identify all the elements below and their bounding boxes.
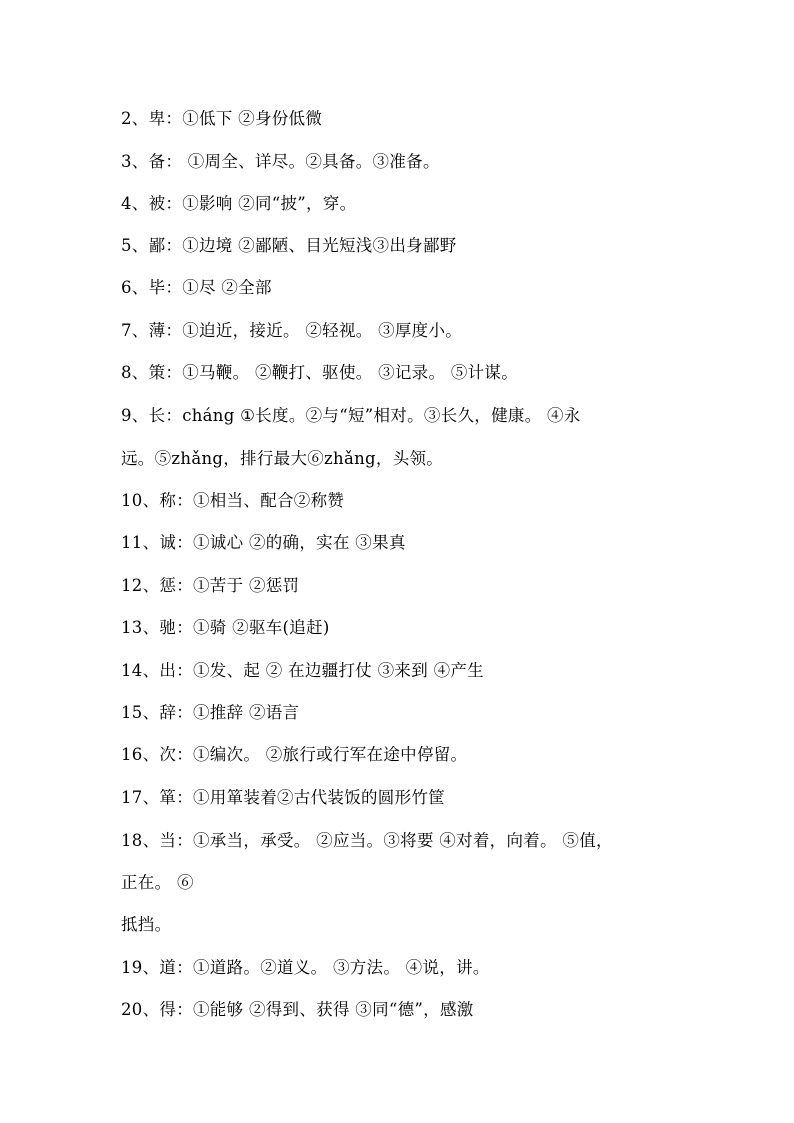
entry-dan-basket: 17、箪：①用箪装着②古代装饭的圆形竹筐 xyxy=(121,788,445,807)
entry-dang-bear-continued: 正在。 ⑥ xyxy=(121,873,194,892)
entry-cheng-punish: 12、惩：①苦于 ②惩罚 xyxy=(121,576,300,595)
entry-de-obtain: 20、得：①能够 ②得到、获得 ③同“德”，感激 xyxy=(121,1000,474,1019)
entry-bi-border: 5、鄙：①边境 ②鄙陋、目光短浅③出身鄙野 xyxy=(121,236,457,255)
entry-cheng-sincere: 11、诚：①诚心 ②的确，实在 ③果真 xyxy=(121,533,406,552)
entry-dang-bear: 18、当：①承当，承受。 ②应当。③将要 ④对着，向着。 ⑤值， xyxy=(121,831,613,850)
entry-bei-humble: 2、卑：①低下 ②身份低微 xyxy=(121,109,323,128)
entry-chang-long: 9、长：cháng ①长度。②与“短”相对。③长久，健康。 ④永 xyxy=(121,406,581,425)
entry-ci-decline: 15、辞：①推辞 ②语言 xyxy=(121,703,300,722)
entry-chi-gallop: 13、驰：①骑 ②驱车(追赶) xyxy=(121,618,330,637)
entry-chu-out: 14、出：①发、起 ② 在边疆打仗 ③来到 ④产生 xyxy=(121,661,484,680)
entry-ce-whip: 8、策：①马鞭。 ②鞭打、驱使。 ③记录。 ⑤计谋。 xyxy=(121,363,519,382)
entry-dao-road: 19、道：①道路。②道义。 ③方法。 ④说，讲。 xyxy=(121,958,490,977)
entry-bei-prepare: 3、备： ①周全、详尽。②具备。③准备。 xyxy=(121,152,440,171)
entry-bi-complete: 6、毕：①尽 ②全部 xyxy=(121,278,272,297)
entry-dang-resist: 抵挡。 xyxy=(121,915,172,934)
entry-ci-order: 16、次：①编次。 ②旅行或行军在途中停留。 xyxy=(121,745,468,764)
entry-chang-long-continued: 远。⑤zhǎng，排行最大⑥zhǎng，头领。 xyxy=(121,449,444,468)
entry-bei-cover: 4、被：①影响 ②同“披”，穿。 xyxy=(121,194,357,213)
entry-cheng-fit: 10、称：①相当、配合②称赞 xyxy=(121,491,345,510)
entry-bo-thin: 7、薄：①迫近，接近。 ②轻视。 ③厚度小。 xyxy=(121,321,463,340)
